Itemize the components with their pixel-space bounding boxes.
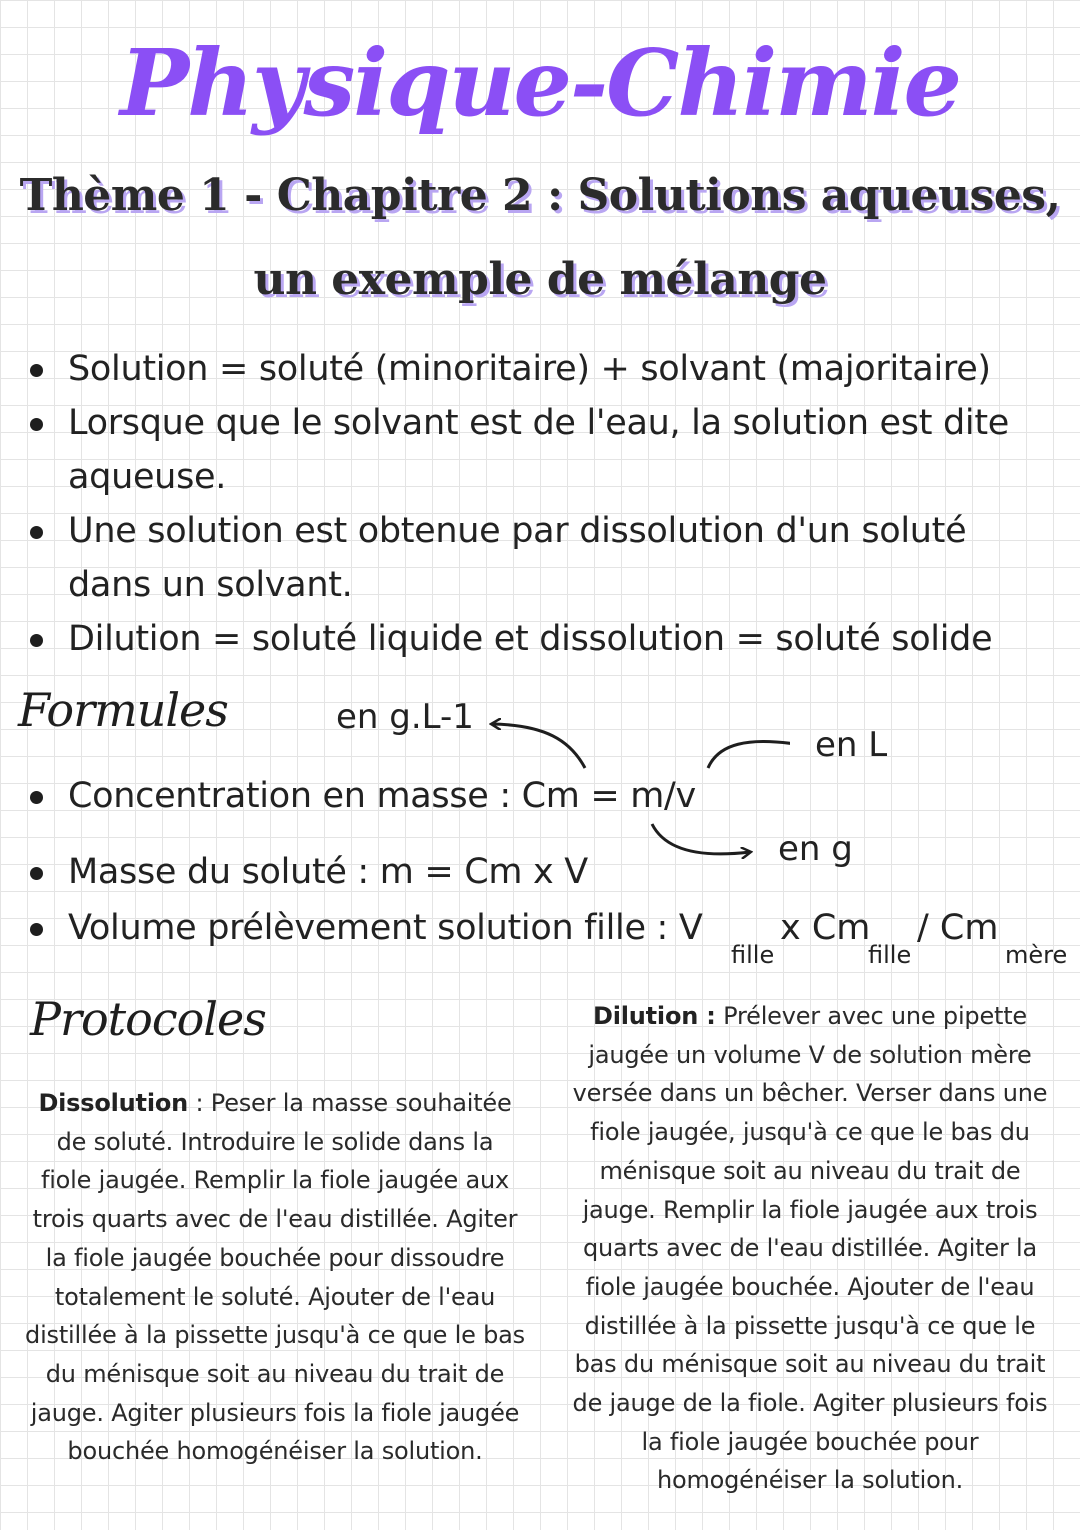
text-line: Dilution : Prélever avec une pipette bbox=[593, 1002, 1027, 1030]
text-line: quarts avec de l'eau distillée. Agiter la bbox=[582, 1234, 1038, 1263]
chapter-title-line-1: Thème 1 - Chapitre 2 : Solutions aqueuses, bbox=[19, 170, 1061, 221]
dilution-label: Dilution : bbox=[593, 1002, 716, 1030]
text-line: du ménisque soit au niveau du trait de bbox=[45, 1359, 505, 1388]
bullet-icon bbox=[30, 418, 43, 431]
text-line: bouchée homogénéiser la solution. bbox=[67, 1437, 483, 1466]
bullet-icon bbox=[30, 364, 43, 377]
text-line: homogénéiser la solution. bbox=[656, 1466, 964, 1495]
text-line: jauge. Remplir la fiole jaugée aux trois bbox=[582, 1195, 1038, 1224]
text-line: fiole jaugée bouchée. Ajouter de l'eau bbox=[585, 1272, 1035, 1301]
chapter-title-line-2: un exemple de mélange bbox=[253, 254, 827, 305]
dissolution-label: Dissolution bbox=[38, 1089, 189, 1117]
text-line: distillée à la pissette jusqu'à ce que le bbox=[584, 1311, 1036, 1340]
bullet-icon bbox=[30, 634, 43, 647]
bullet-icon bbox=[30, 526, 43, 539]
text-line: la fiole jaugée bouchée pour dissoudre bbox=[45, 1243, 505, 1272]
subscript-fille-2: fille bbox=[868, 941, 912, 969]
arrow-to-mass-unit-icon bbox=[652, 824, 750, 854]
formulas-heading: Formules bbox=[18, 683, 228, 737]
text-line: distillée à la pissette jusqu'à ce que le bas bbox=[25, 1321, 525, 1350]
text-line: fiole jaugée. Remplir la fiole jaugée aux bbox=[40, 1166, 510, 1195]
text-line: totalement le soluté. Ajouter de l'eau bbox=[54, 1282, 496, 1311]
text-line: bas du ménisque soit au niveau du trait bbox=[574, 1350, 1046, 1379]
unit-concentration-label: en g.L-1 bbox=[336, 697, 474, 737]
text-line: jaugée un volume V de solution mère bbox=[588, 1040, 1032, 1069]
text-line: Dissolution : Peser la masse souhaitée bbox=[38, 1089, 512, 1117]
arrow-to-concentration-unit-icon bbox=[492, 724, 585, 768]
text-line: jauge. Agiter plusieurs fois la fiole jaugée bbox=[30, 1398, 520, 1427]
dissolution-protocol bbox=[10, 1084, 540, 1471]
subscript-fille: fille bbox=[731, 941, 775, 969]
text-line: de jauge de la fiole. Agiter plusieurs fois bbox=[572, 1389, 1048, 1418]
bullet-icon bbox=[30, 867, 43, 880]
protocols-heading: Protocoles bbox=[30, 992, 266, 1046]
text-line: versée dans un bêcher. Verser dans une bbox=[572, 1079, 1048, 1108]
dilution-protocol bbox=[550, 997, 1070, 1500]
text-line: trois quarts avec de l'eau distillée. Agiter bbox=[32, 1205, 518, 1234]
unit-volume-label: en L bbox=[815, 725, 888, 765]
formula-divide-cm: / Cm bbox=[917, 908, 999, 948]
text-line: ménisque soit au niveau du trait de bbox=[599, 1156, 1021, 1185]
subscript-mere: mère bbox=[1005, 941, 1068, 969]
text-line: de soluté. Introduire le solide dans la bbox=[56, 1127, 494, 1156]
bullet-icon bbox=[30, 791, 43, 804]
unit-mass-label: en g bbox=[778, 829, 853, 869]
text-line: la fiole jaugée bouchée pour bbox=[641, 1427, 979, 1456]
arrow-to-volume-unit-icon bbox=[708, 742, 790, 768]
bullet-icon bbox=[30, 923, 43, 936]
formula-times-cm: x Cm bbox=[780, 908, 871, 948]
page-title: Physique-Chimie bbox=[119, 29, 961, 137]
text-line: fiole jaugée, jusqu'à ce que le bas du bbox=[590, 1118, 1030, 1147]
